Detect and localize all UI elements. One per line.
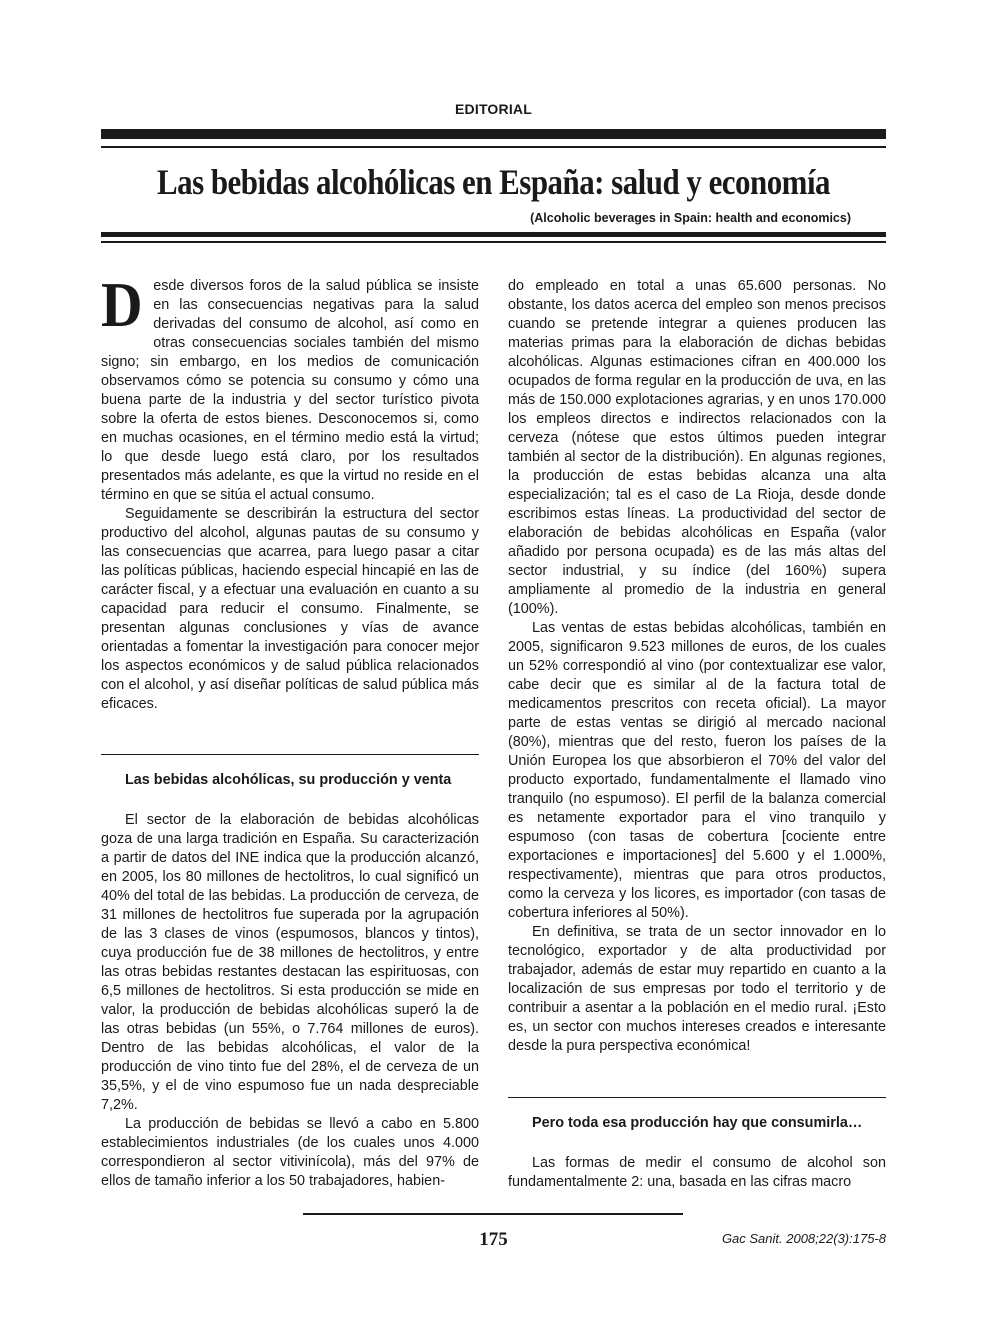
paragraph: do empleado en total a unas 65.600 personas. No obstante, los datos acerca del empleo son menos precisos cuando se pretende integrar a quienes producen las materias primas para la elaboración de dichas bebidas alcohólicas. Algunas estimaciones cifran en 400.000 los ocupados de forma regular en la producción de uva, en las más de 150.000 explotaciones agrarias, y en unos 170.000 los empleos directos e indirectos relacionados con la cerveza (nótese que estos últimos pueden integrar también al sector de la distribución). En algunas regiones, la producción de estas bebidas alcanza una alta especialización; tal es el caso de La Rioja, desde donde escribimos estas líneas. La productividad del sector de elaboración de bebidas alcohólicas en España (valor añadido por persona ocupada) es de las más altas del sector industrial, y su índice (del 160%) supera ampliamente al promedio de la industria en general (100%).	[508, 278, 886, 617]
header-rule-thin	[101, 146, 886, 148]
section-label: EDITORIAL	[455, 101, 532, 117]
left-column-section	[101, 771, 479, 1191]
page-number: 175	[479, 1229, 508, 1250]
left-column	[101, 269, 479, 714]
right-column	[508, 277, 886, 1056]
drop-cap: D	[101, 269, 143, 340]
section-rule-right	[508, 1097, 886, 1098]
section-heading: Las bebidas alcohólicas, su producción y venta	[125, 772, 452, 788]
intro-paragraph	[101, 269, 479, 505]
article-title: Las bebidas alcohólicas en España: salud y economía	[156, 162, 831, 202]
article-subtitle: (Alcoholic beverages in Spain: health and economics)	[530, 211, 851, 225]
paragraph: Seguidamente se describirán la estructura del sector productivo del alcohol, algunas pautas de su consumo y las consecuencias que acarrea, para luego pasar a citar las políticas públicas, haciendo especial hincapié en las de carácter fiscal, y a efectuar una evaluación en cuanto a su capacidad para reducir el consumo. Finalmente, se presentan algunas conclusiones y vías de avance orientadas a fomentar la investigación para conocer mejor los aspectos económicos y de salud pública relacionados con el alcohol, y así diseñar políticas de salud pública más eficaces.	[101, 506, 479, 712]
section-heading: Pero toda esa producción hay que consumirla…	[532, 1115, 863, 1131]
right-column-section	[508, 1114, 886, 1192]
paragraph: Las formas de medir el consumo de alcohol son fundamentalmente 2: una, basada en las cifras macro	[508, 1155, 886, 1190]
paragraph: La producción de bebidas se llevó a cabo en 5.800 establecimientos industriales (de los cuales unos 4.000 correspondieron al sector vitivinícola), más del 97% de ellos de tamaño inferior a los 50 trabajadores, habien-	[101, 1116, 479, 1189]
paragraph: El sector de la elaboración de bebidas alcohólicas goza de una larga tradición en España. Su caracterización a partir de datos del INE indica que la producción alcanzó, en 2005, los 80 millones de hectolitros, lo cual significó un 40% del total de las bebidas. La producción de cerveza, de 31 millones de hectolitros fue superada por la agrupación de las 3 clases de vinos (espumosos, blancos y tintos), cuya producción fue de 38 millones de hectolitros, y entre las otras bebidas restantes destacan las espirituosas, con 6,5 millones de hectolitros. Si esta producción se mide en valor, la producción de bebidas alcohólicas superó la de las otras bebidas (un 55%, o 7.764 millones de euros). Dentro de las bebidas alcohólicas, el valor de la producción de vino tinto fue del 28%, el de cerveza de un 35,5%, y el de vino espumoso fue un nada despreciable 7,2%.	[101, 812, 479, 1113]
paragraph: Las ventas de estas bebidas alcohólicas, también en 2005, significaron 9.523 millones de euros, de los cuales un 52% correspondió al vino (por contextualizar ese valor, cabe decir que es similar al de la factura total de medicamentos prescritos con receta oficial). La mayor parte de estas ventas se dirigió al mercado nacional (80%), mientras que del resto, fueron los países de la Unión Europea los que absorbieron el 70% del valor del producto exportado, fundamentalmente el llamado vino tranquilo (no espumoso). El perfil de la balanza comercial es netamente exportador para el vino tranquilo y espumoso (con tasas de cobertura [cociente entre exportaciones e importaciones] del 5.600 y el 1.000%, respectivamente), mientras que para otros productos, como la cerveza y los licores, es importador (con tasas de cobertura inferiores al 50%).	[508, 620, 886, 921]
header-rule-thick	[101, 129, 886, 139]
title-rule-thick	[101, 232, 886, 237]
intro-text: esde diversos foros de la salud pública se insiste en las consecuencias negativas para la salud derivadas del consumo de alcohol, así como en otras consecuencias sociales también del mismo signo; sin embargo, en los medios de comunicación observamos cómo se potencia su consumo y cómo una buena parte de la industria y del sector turístico pivota sobre la oferta de estos bienes. Desconocemos si, como en muchas ocasiones, en el término medio está la virtud; lo que desde luego está claro, por los resultados presentados más adelante, es que la virtud no reside en el término en que se sitúa el actual consumo.	[101, 278, 479, 503]
section-rule-left	[101, 754, 479, 755]
paragraph: En definitiva, se trata de un sector innovador en lo tecnológico, exportador y de alta productividad por trabajador, además de estar muy repartido en cuanto a la localización de sus empresas por todo el territorio y de contribuir a asentar a la población en el medio rural. ¡Esto es, un sector con muchos intereses creados e interesante desde la pura perspectiva económica!	[508, 924, 886, 1054]
footer-rule	[303, 1213, 683, 1215]
journal-citation: Gac Sanit. 2008;22(3):175-8	[721, 1231, 886, 1246]
title-rule-thin	[101, 241, 886, 243]
